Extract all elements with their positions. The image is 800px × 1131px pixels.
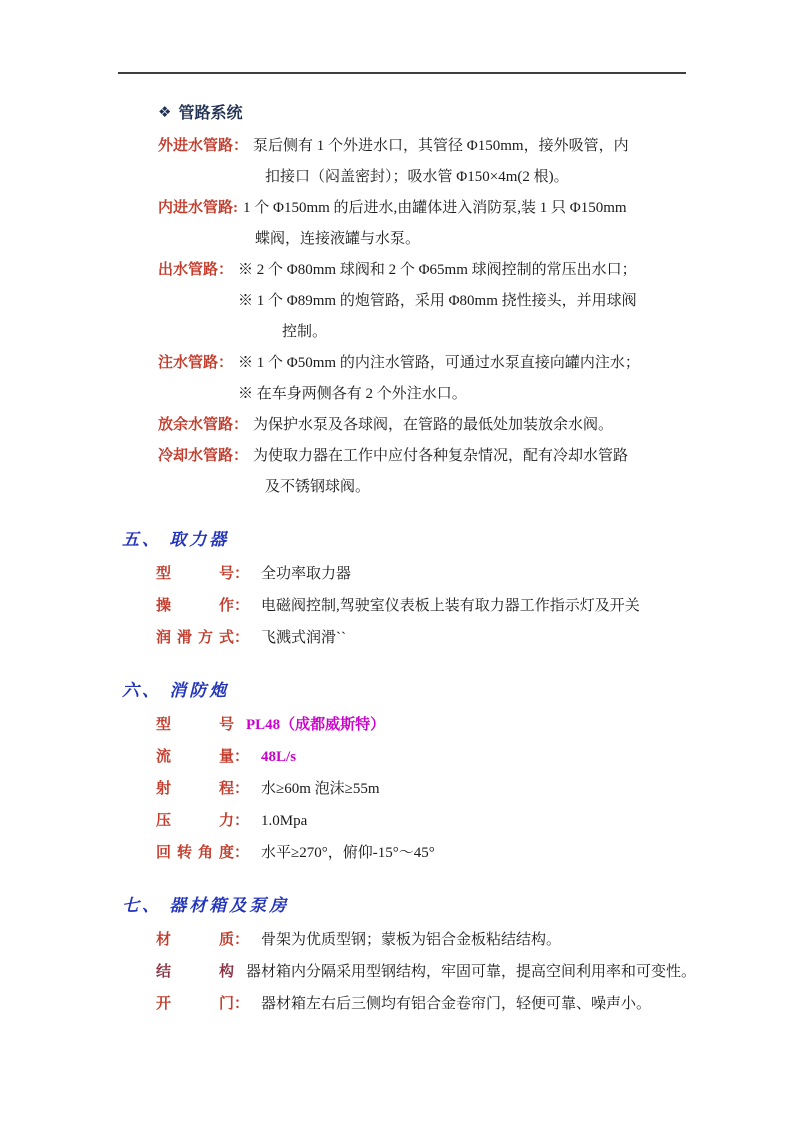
spec-value: 飞溅式润滑`` <box>261 630 347 646</box>
spec-colon: ： <box>234 566 250 582</box>
pipe-section-title-text: 管路系统 <box>178 105 243 122</box>
section-heading-monitor: 六、 消防炮 <box>122 681 230 700</box>
spec-row-model <box>0 558 800 590</box>
spec-value: 水平≥270°，俯仰-15°～45° <box>261 845 435 861</box>
spec-label: 材 质 <box>156 932 234 948</box>
spec-label: 操 作 <box>156 598 234 614</box>
text-line: ※ 1 个 Φ50mm 的内注水管路，可通过水泵直接向罐内注水； <box>238 355 640 371</box>
spec-colon: ： <box>234 630 250 646</box>
text-line: 1 个 Φ150mm 的后进水,由罐体进入消防泵,装 1 只 Φ150mm <box>243 200 627 216</box>
spec-label: 压 力 <box>156 813 234 829</box>
pipe-item-text <box>253 410 800 441</box>
spec-colon: ： <box>234 996 250 1012</box>
spec-label: 流 量 <box>156 749 234 765</box>
spec-row-structure <box>0 956 800 988</box>
spec-colon: ： <box>234 749 250 765</box>
section-heading-equipment-box: 七、 器材箱及泵房 <box>122 896 290 915</box>
spec-label: 型 号 <box>156 717 234 733</box>
spec-value: 骨架为优质型钢；蒙板为铝合金板粘结结构。 <box>261 932 562 948</box>
spec-value: 1.0Mpa <box>261 813 308 829</box>
pipe-item-text <box>243 193 800 255</box>
text-line: ※ 1 个 Φ89mm 的炮管路，采用 Φ80mm 挠性接头，并用球阀 <box>238 293 637 309</box>
spec-value: 全功率取力器 <box>261 566 352 582</box>
text-line: ※ 在车身两侧各有 2 个外注水口。 <box>238 386 467 402</box>
spec-colon: ： <box>234 932 250 948</box>
spec-row-operation <box>0 590 800 622</box>
text-line: 扣接口（闷盖密封）；吸水管 Φ150×4m(2 根)。 <box>265 169 569 185</box>
pipe-item-text <box>253 441 800 503</box>
spec-value: PL48（成都威斯特） <box>246 717 386 733</box>
pipe-item-external-inlet <box>0 131 800 193</box>
section-heading-pto: 五、 取力器 <box>122 530 230 549</box>
pipe-item-filling <box>0 348 800 410</box>
spec-colon: ： <box>234 598 250 614</box>
text-line: 控制。 <box>282 324 328 340</box>
spec-row-flow <box>0 741 800 773</box>
spec-row-material <box>0 924 800 956</box>
spec-value: 电磁阀控制,驾驶室仪表板上装有取力器工作指示灯及开关 <box>261 598 640 614</box>
spec-value: 器材箱内分隔采用型钢结构，牢固可靠，提高空间利用率和可变性。 <box>246 964 697 980</box>
pipe-item-text <box>253 131 800 193</box>
pipe-item-label: 内进水管路: <box>158 200 238 216</box>
pipe-item-label: 出水管路： <box>158 262 234 278</box>
spec-row-range <box>0 773 800 805</box>
text-line: 为保护水泵及各球阀，在管路的最低处加装放余水阀。 <box>253 417 614 433</box>
spec-value: 器材箱左右后三侧均有铝合金卷帘门，轻便可靠、噪声小。 <box>261 996 652 1012</box>
spec-label: 射 程 <box>156 781 234 797</box>
spec-value: 48L/s <box>261 749 297 765</box>
pipe-item-label: 放余水管路： <box>158 417 249 433</box>
pipe-item-label: 注水管路： <box>158 355 234 371</box>
spec-row-lubrication <box>0 622 800 654</box>
spec-label: 开 门 <box>156 996 234 1012</box>
diamond-bullet-icon: ❖ <box>158 103 172 121</box>
spec-row-rotation <box>0 837 800 869</box>
pipe-item-label: 冷却水管路： <box>158 448 249 464</box>
text-line: 为使取力器在工作中应付各种复杂情况，配有冷却水管路 <box>253 448 629 464</box>
spec-row-monitor-model <box>0 709 800 741</box>
spec-colon: ： <box>234 845 250 861</box>
pipe-item-text <box>238 348 800 410</box>
pipe-item-drain <box>0 410 800 441</box>
pipe-item-outlet <box>0 255 800 348</box>
text-line: ※ 2 个 Φ80mm 球阀和 2 个 Φ65mm 球阀控制的常压出水口； <box>238 262 637 278</box>
spec-colon: ： <box>234 813 250 829</box>
text-line: 蝶阀，连接液罐与水泵。 <box>255 231 421 247</box>
spec-label: 型 号 <box>156 566 234 582</box>
spec-row-pressure <box>0 805 800 837</box>
spec-label: 结 构 <box>156 964 234 980</box>
text-line: 泵后侧有 1 个外进水口，其管径 Φ150mm，接外吸管，内 <box>253 138 629 154</box>
spec-label: 回转角度 <box>156 845 234 861</box>
spec-value: 水≥60m 泡沫≥55m <box>261 781 380 797</box>
spec-row-doors <box>0 988 800 1020</box>
text-line: 及不锈钢球阀。 <box>265 479 371 495</box>
pipe-item-text <box>238 255 800 348</box>
spec-colon: ： <box>234 781 250 797</box>
pipe-item-cooling <box>0 441 800 503</box>
pipe-section-title <box>158 100 800 123</box>
pipe-item-label: 外进水管路： <box>158 138 249 154</box>
spec-label: 润滑方式 <box>156 630 234 646</box>
pipe-item-internal-inlet <box>0 193 800 255</box>
